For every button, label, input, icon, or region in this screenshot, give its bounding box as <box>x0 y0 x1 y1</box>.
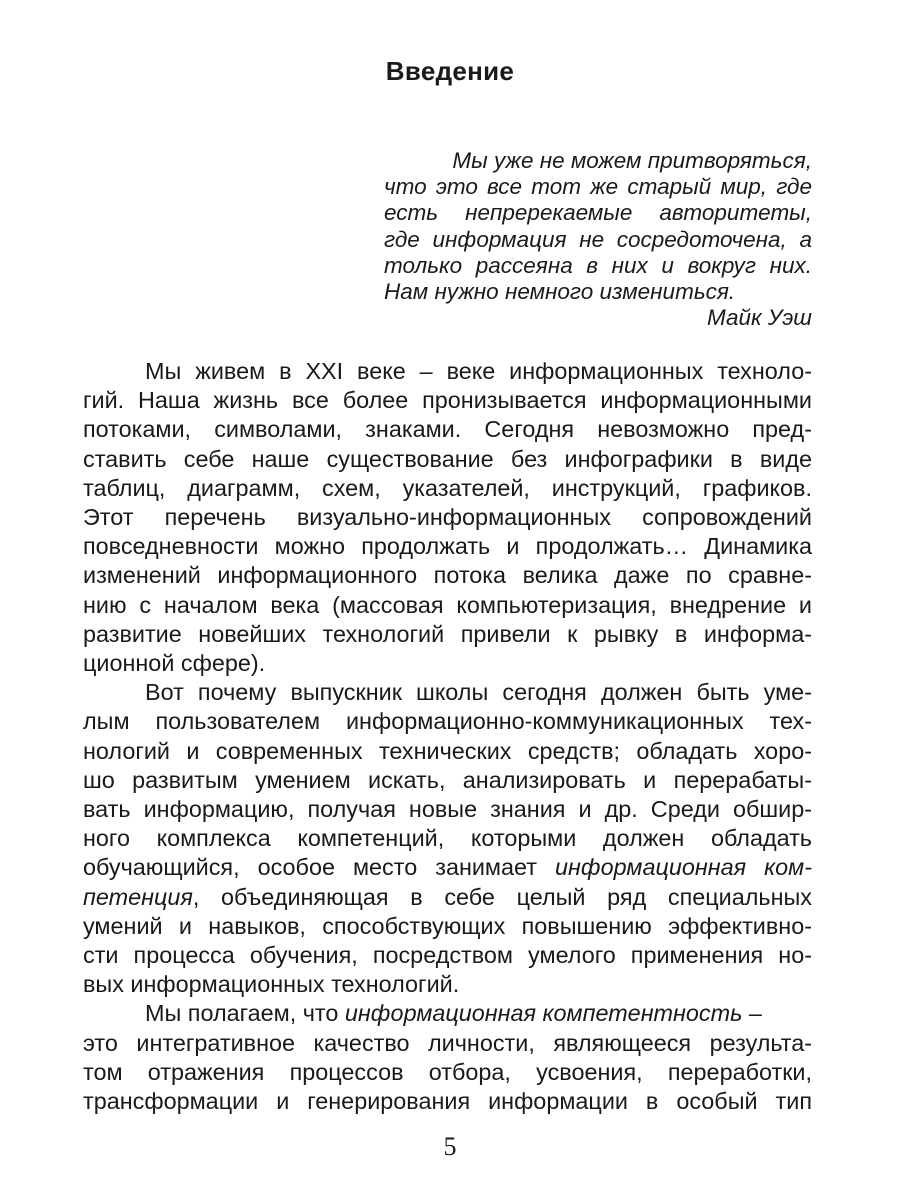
paragraph-line: это интегративное качество личности, являющееся результа- <box>83 1029 812 1056</box>
body-text <box>83 357 812 1116</box>
paragraph-text: – <box>742 1000 762 1027</box>
paragraph-line: таблиц, диаграмм, схем, указателей, инструкций, графиков. <box>83 474 812 501</box>
italic-term: информационная компетентность <box>344 1000 743 1027</box>
paragraph-line: потоками, символами, знаками. Сегодня невозможно пред- <box>83 416 812 443</box>
paragraph-line: сти процесса обучения, посредством умелого применения но- <box>83 942 812 969</box>
epigraph-line: есть непререкаемые авторитеты, <box>384 200 812 226</box>
paragraph-text: обучающийся, особое место занимает <box>83 854 555 881</box>
paragraph-line: Вот почему выпускник школы сегодня должен быть уме- <box>145 679 812 706</box>
paragraph-text: Мы полагаем, что <box>145 1000 345 1027</box>
paragraph-line: нологий и современных технических средств; обладать хоро- <box>83 737 812 764</box>
epigraph-line: где информация не сосредоточена, а <box>384 226 812 252</box>
paragraph-line: нию с началом века (массовая компьютеризация, внедрение и <box>83 591 812 618</box>
paragraph-line-mixed <box>83 883 812 912</box>
paragraph-line: ционной сфере). <box>83 650 266 677</box>
paragraph-line: вать информацию, получая новые знания и др. Среди обшир- <box>83 796 812 823</box>
paragraph-line: трансформации и генерирования информации в особый тип <box>83 1088 812 1115</box>
paragraph-line: ного комплекса компетенций, которыми должен обладать <box>83 825 812 852</box>
paragraph-line: умений и навыков, способствующих повышению эффективно- <box>83 912 812 939</box>
epigraph-author: Майк Уэш <box>706 305 812 331</box>
paragraph-line: том отражения процессов отбора, усвоения, переработки, <box>83 1058 812 1085</box>
paragraph-text: , объединяющая в себе целый ряд специальных <box>192 883 812 910</box>
paragraph-line: вых информационных технологий. <box>83 971 460 998</box>
paragraph-line: гий. Наша жизнь все более пронизывается информационными <box>83 387 812 414</box>
page-title: Введение <box>385 56 515 86</box>
italic-term: информационная ком- <box>554 854 812 881</box>
italic-term: петенция <box>83 883 193 910</box>
epigraph <box>384 148 812 331</box>
paragraph-line: изменений информационного потока велика даже по сравне- <box>83 562 812 589</box>
epigraph-line: Мы уже не можем притворяться, <box>452 148 812 173</box>
paragraph-line: шо развитым умением искать, анализировать и перерабаты- <box>83 766 812 793</box>
paragraph-line: развитие новейших технологий привели к рывку в информа- <box>83 620 812 647</box>
epigraph-line: что это все тот же старый мир, где <box>384 174 812 200</box>
paragraph-line: ставить себе наше существование без инфографики в виде <box>83 445 812 472</box>
paragraph-line: повседневности можно продолжать и продолжать… Динамика <box>83 533 812 560</box>
paragraph-line-mixed <box>83 999 812 1028</box>
epigraph-line: только рассеяна в них и вокруг них. <box>384 252 812 278</box>
paragraph-line: лым пользователем информационно-коммуникационных тех- <box>83 708 812 735</box>
epigraph-line: Нам нужно немного измениться. <box>384 279 736 305</box>
paragraph-line: Мы живем в XXI веке – веке информационных техноло- <box>145 358 812 384</box>
paragraph-line: Этот перечень визуально-информационных сопровождений <box>83 504 812 531</box>
page-number: 5 <box>443 1132 457 1161</box>
paragraph-line-mixed <box>83 853 812 882</box>
